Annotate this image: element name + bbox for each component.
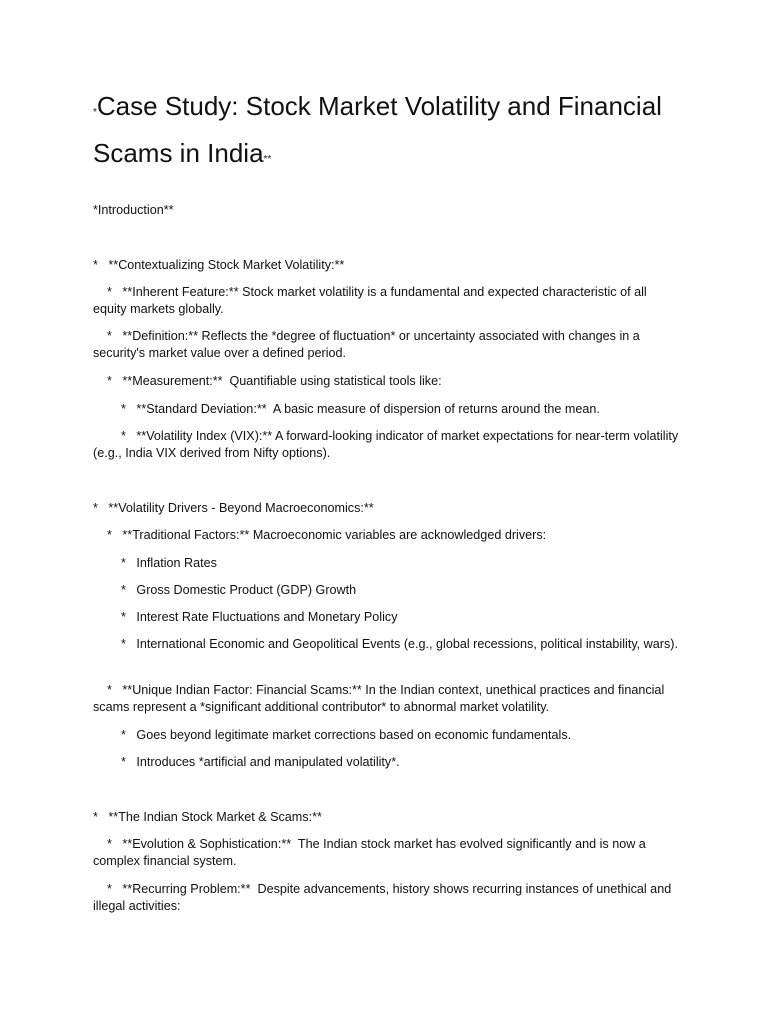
bullet-gdp-growth: * Gross Domestic Product (GDP) Growth [93,583,357,597]
bullet-evolution: * **Evolution & Sophistication:** The Indian stock market has evolved significantly and is now a complex financial system. [93,837,650,868]
title-text: Case Study: Stock Market Volatility and Financial Scams in India [93,91,662,168]
bullet-definition: * **Definition:** Reflects the *degree of fluctuation* or uncertainty associated with changes in a security's market value over a defined period. [93,329,644,360]
title-suffix: ** [263,154,272,165]
bullet-indian-market-scams: * **The Indian Stock Market & Scams:** [93,810,322,824]
bullet-volatility-index: * **Volatility Index (VIX):** A forward-looking indicator of market expectations for near-term volatility (e.g., India VIX derived from Nifty options). [93,429,682,460]
bullet-standard-deviation: * **Standard Deviation:** A basic measure of dispersion of returns around the mean. [93,402,600,416]
bullet-unique-indian-factor: * **Unique Indian Factor: Financial Scams:** In the Indian context, unethical practices and financial scams represent a *significant additional contributor* to abnormal market volatility. [93,683,668,714]
bullet-inflation-rates: * Inflation Rates [93,556,217,570]
bullet-artificial-volatility: * Introduces *artificial and manipulated volatility*. [93,755,400,769]
bullet-measurement: * **Measurement:** Quantifiable using statistical tools like: [93,374,442,388]
document-title [93,86,693,180]
section-heading-introduction: *Introduction** [93,203,174,217]
bullet-beyond-corrections: * Goes beyond legitimate market corrections based on economic fundamentals. [93,728,572,742]
bullet-traditional-factors: * **Traditional Factors:** Macroeconomic variables are acknowledged drivers: [93,528,547,542]
bullet-contextualizing: * **Contextualizing Stock Market Volatility:** [93,258,345,272]
bullet-interest-rates: * Interest Rate Fluctuations and Monetary Policy [93,610,398,624]
bullet-inherent-feature: * **Inherent Feature:** Stock market volatility is a fundamental and expected characteristic of all equity markets globally. [93,285,651,316]
title-prefix: * [93,107,97,118]
bullet-recurring-problem: * **Recurring Problem:** Despite advancements, history shows recurring instances of unethical and illegal activities: [93,882,675,913]
bullet-volatility-drivers: * **Volatility Drivers - Beyond Macroeconomics:** [93,501,374,515]
bullet-international-events: * International Economic and Geopolitical Events (e.g., global recessions, political instability, wars). [93,637,678,651]
